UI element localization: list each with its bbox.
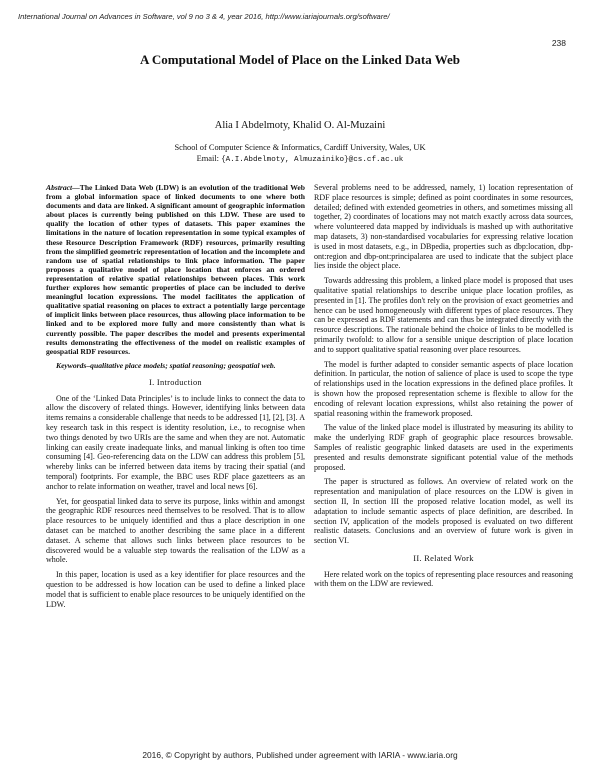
right-column <box>314 183 573 594</box>
authors: Alia I Abdelmoty, Khalid O. Al-Muzaini <box>214 120 386 131</box>
related-work-paragraph: Here related work on the topics of representing place resources and reasoning with them on the LDW are reviewed. <box>314 569 573 589</box>
right-paragraph-4: The value of the linked place model is illustrated by measuring its ability to make the underlying RDF graph of geographic place resources browsable. Samples of realistic geographic linked datasets are used in the experiments presented and results demonstrate significant potential value of the methods proposed. <box>314 423 573 472</box>
affiliation <box>0 143 600 165</box>
right-paragraph-5: The paper is structured as follows. An overview of related work on the representation and manipulation of place resources on the LDW is given in section II, In section III the proposed relative location model, as well its adaptation to include semantic aspects of place definition, are described. In section IV, application of the models proposed is evaluated on two different realistic datasets. Conclusions and an overview of future work is given in section VI. <box>314 477 573 546</box>
abstract-lead: Abstract <box>46 183 73 192</box>
copyright-footer: 2016, © Copyright by authors, Published under agreement with IARIA - www.iaria.org <box>142 750 458 760</box>
paper-title: A Computational Model of Place on the Linked Data Web <box>139 52 461 67</box>
institution: School of Computer Science & Informatics, Cardiff University, Wales, UK <box>174 143 426 152</box>
email-label: Email: <box>196 153 219 163</box>
intro-paragraph-3: In this paper, location is used as a key identifier for place resources and the question to be addressed is how location can be used to define a linked place model that is sufficient to enable place resources to be uniquely identified on the LDW. <box>46 570 305 609</box>
email-address: {A.I.Abdelmoty, Almuzainiko}@cs.cf.ac.uk <box>221 155 404 164</box>
abstract <box>46 183 305 356</box>
email-line <box>0 154 600 166</box>
right-paragraph-2: Towards addressing this problem, a linked place model is proposed that uses qualitative spatial relationships to describe unique place location profiles, as presented in [1]. The profiles don't rely on the provision of exact geometries and hence can be used homogeneously with different types of place resources. They can be expressed as RDF statements and can thus be integrated directly with the resource descriptions. The rationale behind the choice of links to be modelled is primarily twofold: to allow for a sensible unique description of place location and to support qualitative spatial reasoning over place resources. <box>314 276 573 354</box>
intro-paragraph-1: One of the ‘Linked Data Principles’ is to include links to connect the data to allow the discovery of related things. However, identifying links between data items remains a considerable challenge that needs to be addressed [1], [2], [3]. A key research task in this respect is identity resolution, i.e., to recognise when two things denoted by two URIs are the same and when they are not. Automatic linking can easily create inadequate links, and manual linking is often too time consuming [4]. Geo-referencing data on the LDW can address this problem [5], whereby links can be inferred between data items by tracing their spatial (and temporal) footprints. For example, the BBC uses RDF place gazetteers as an anchor to relate information on weather, travel and local news [6]. <box>46 393 305 491</box>
section-heading-introduction: I. Introduction <box>149 377 202 387</box>
left-column <box>46 183 305 614</box>
abstract-text: —The Linked Data Web (LDW) is an evolution of the traditional Web from a global information space of linked documents to one where both documents and data are linked. A significant amount of geographic information about places is currently being published on this LDW. These are used to qualify the location of other types of datasets. This paper examines the limitations in the nature of location representation in some typical examples of these Resource Description Framework (RDF) resources, primarily resulting from the simplified geometric representation of location and the incomplete and random use of spatial relationships to link place information. The paper proposes a qualitative model of place location that enforces an ordered representation of relative spatial relationships between places. This work further explores how semantic properties of place can be included to derive meaningful location expressions. The model facilitates the application of qualitative spatial reasoning on places to extract a potentially large percentage of implicit links between place resources, thus allowing place information to be linked and to be explored more fully and more consistently than what is currently possible. The paper describes the model and presents experimental results demonstrating the effectiveness of the model on realistic examples of geospatial RDF resources. <box>46 183 305 356</box>
right-paragraph-3: The model is further adapted to consider semantic aspects of place location definition. In particular, the notion of salience of place is used to scope the type of relationships used in the location expressions in the defined place profiles. It is shown how the proposed representation scheme is flexible to allow for the encoding of relevant location expressions, whilst also retaining the power of spatial reasoning within the framework proposed. <box>314 359 573 418</box>
page-number: 238 <box>551 38 566 48</box>
intro-paragraph-2: Yet, for geospatial linked data to serve its purpose, links within and amongst the geographic RDF resources need themselves to be resolved. That is to allow place resources to be uniquely identified and thus a place description in one dataset can be matched to another describing the same place in a different dataset. A scheme that allows such links between place resources to be discovered would be a valuable step towards the realisation of the LDW as a whole. <box>46 496 305 565</box>
right-paragraph-1: Several problems need to be addressed, namely, 1) location representation of RDF place resources is simple; defined as point coordinates in some resources, detailed; defined with extended geometries in others, and sometimes missing all together, 2) coordinates of locations may not match exactly across data sources, where volunteered data mapped by individuals is mashed up with authoritative map datasets, 3) non-standardised vocabularies for expressing relative location is used in most datasets, e.g., in DBpedia, properties such as dbp:location, dbp-ont:region and dbp-ont:principalarea are used to indicate that the subject place lies inside the object place. <box>314 183 573 271</box>
section-heading-related-work: II. Related Work <box>413 553 474 563</box>
keywords: Keywords–qualitative place models; spatial reasoning; geospatial web. <box>56 360 276 370</box>
journal-header: International Journal on Advances in Software, vol 9 no 3 & 4, year 2016, http://www.iariajournals.org/software/ <box>18 12 390 21</box>
